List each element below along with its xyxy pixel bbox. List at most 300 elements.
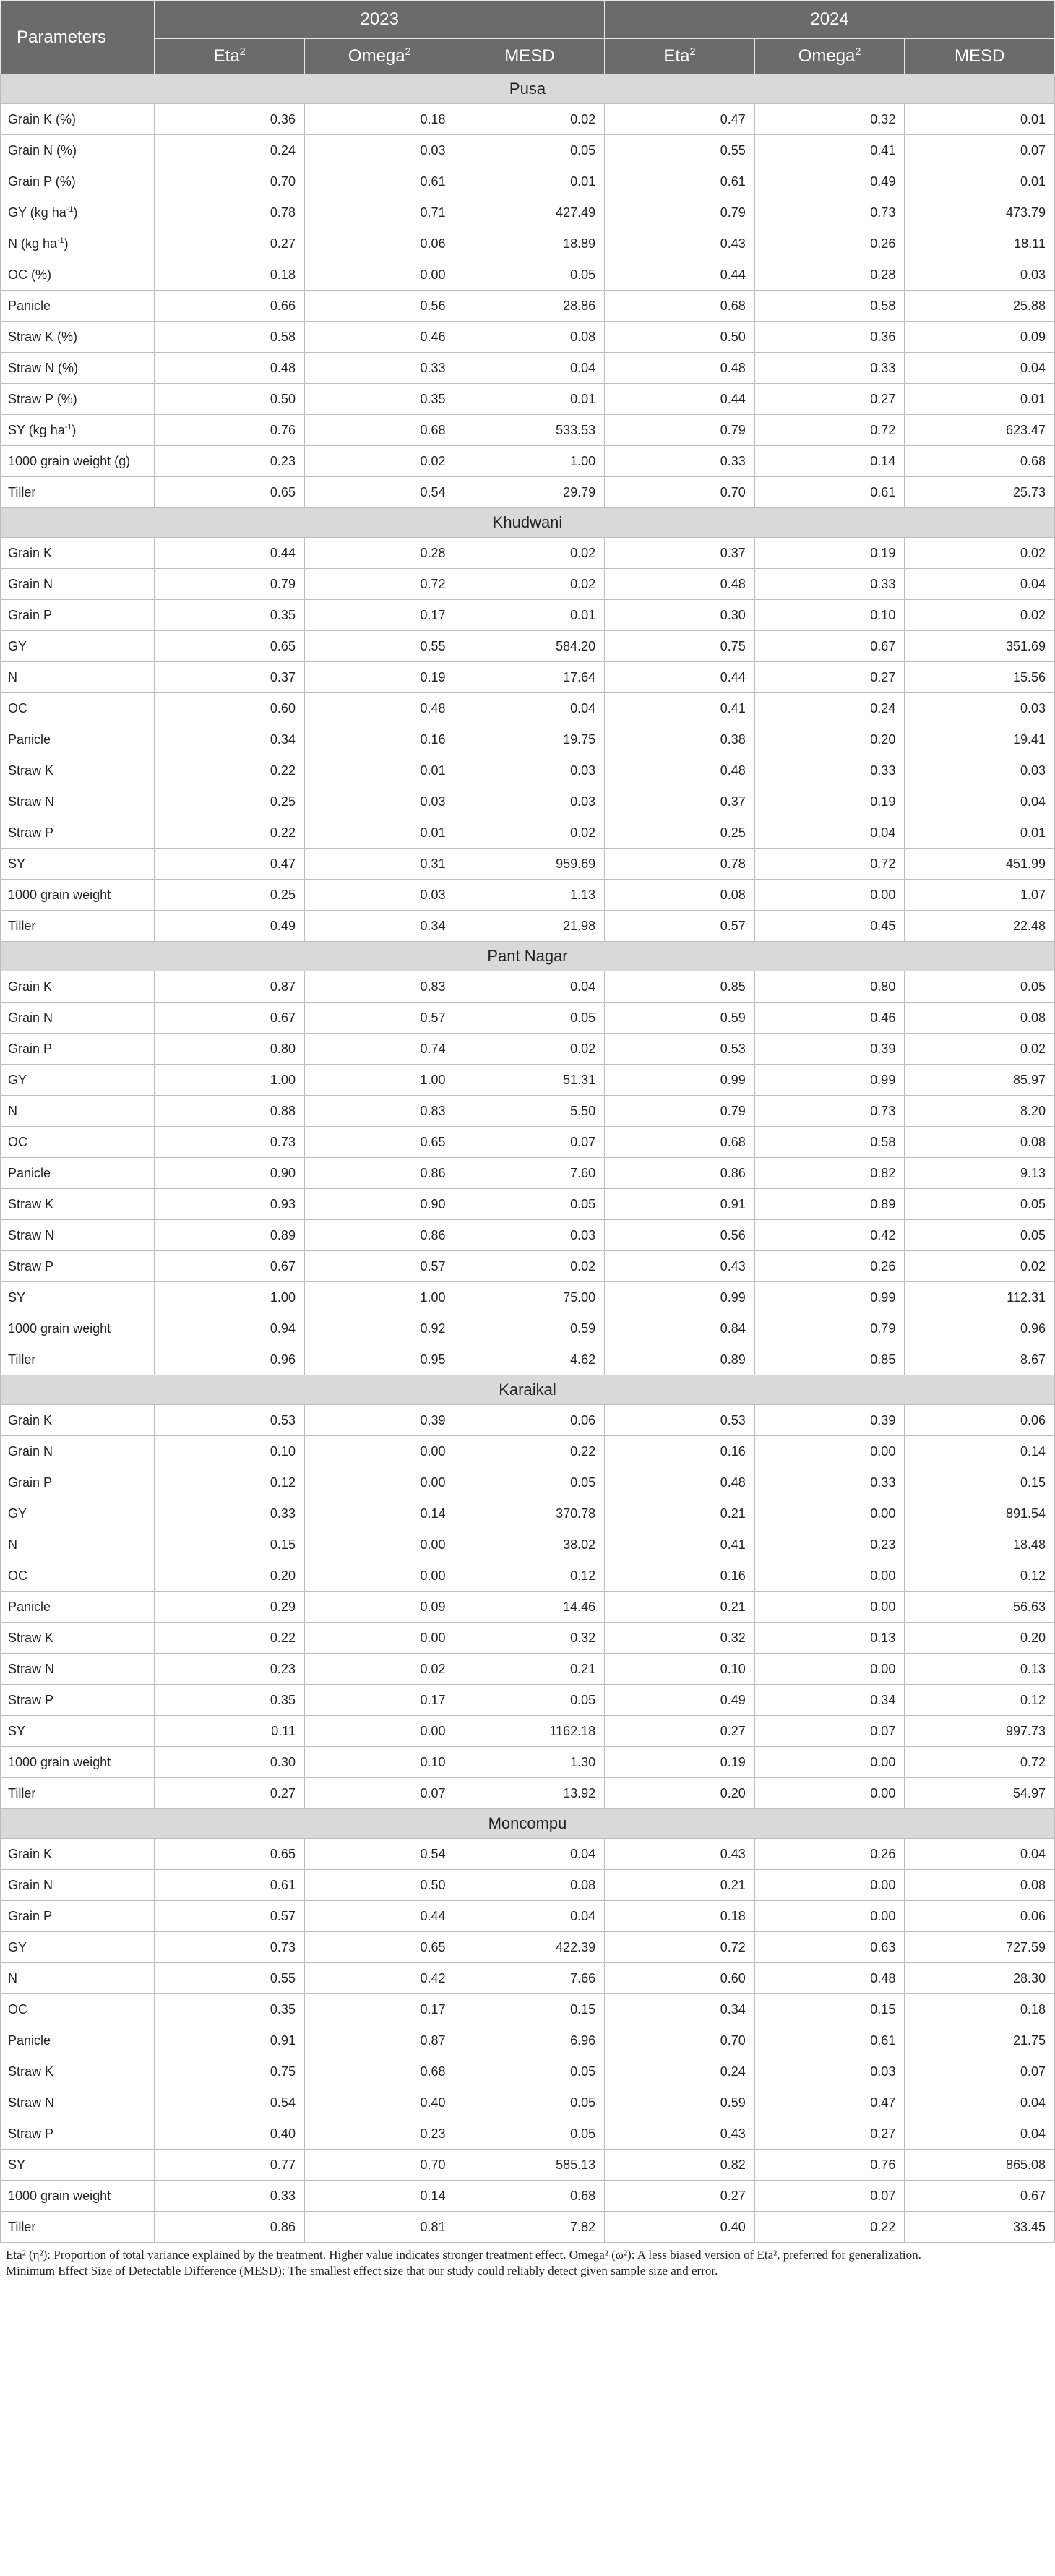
parameter-name: Grain K [1,971,155,1003]
eta-2024-cell: 0.08 [605,880,755,911]
eta-2023-cell: 0.96 [155,1344,305,1375]
year-2024-header: 2024 [605,1,1055,39]
omega-2023-cell: 0.14 [304,1498,455,1529]
omega-2024-cell: 0.26 [754,1839,905,1870]
mesd-2023-cell: 13.92 [455,1778,605,1809]
omega-2023-cell: 1.00 [304,1282,455,1313]
mesd-2024-cell: 18.48 [905,1529,1055,1560]
omega-2024-cell: 0.28 [754,259,905,291]
omega-2023-cell: 0.42 [304,1963,455,1994]
eta-2023-cell: 0.86 [155,2212,305,2243]
table-row [1,1778,1055,1809]
table-row [1,1716,1055,1747]
mesd-2023-cell: 0.03 [455,786,605,817]
mesd-2024-cell: 0.05 [905,971,1055,1003]
table-row [1,1282,1055,1313]
eta-2024-cell: 0.24 [605,2056,755,2087]
mesd-2023-cell: 0.22 [455,1436,605,1467]
table-row [1,1839,1055,1870]
table-row [1,849,1055,880]
eta-2024-cell: 0.86 [605,1158,755,1189]
eta-2023-cell: 0.25 [155,786,305,817]
parameter-name: 1000 grain weight [1,1313,155,1344]
omega-2024-cell: 0.99 [754,1065,905,1096]
eta-2024-cell: 0.33 [605,446,755,477]
omega-2023-cell: 0.46 [304,322,455,353]
mesd-2023-cell: 0.03 [455,755,605,786]
omega-2023-cell: 0.87 [304,2025,455,2056]
eta-2023-cell: 1.00 [155,1065,305,1096]
mesd-2023-cell: 0.02 [455,1034,605,1065]
mesd-2023-cell: 17.64 [455,662,605,693]
omega-2023-cell: 0.39 [304,1405,455,1436]
omega-2023-cell: 0.17 [304,1994,455,2025]
mesd-2023-cell: 0.02 [455,1251,605,1282]
mesd-2023-cell: 19.75 [455,724,605,755]
omega-2024-cell: 0.49 [754,166,905,197]
table-row [1,1251,1055,1282]
omega-2024-cell: 0.00 [754,1870,905,1901]
omega-2024-cell: 0.48 [754,1963,905,1994]
eta-2024-cell: 0.57 [605,911,755,942]
omega-2023-cell: 0.23 [304,2118,455,2150]
parameter-name: Grain N [1,1003,155,1034]
eta-2024-cell: 0.41 [605,1529,755,1560]
mesd-2023-cell: 427.49 [455,197,605,228]
eta-2024-cell: 0.32 [605,1623,755,1654]
mesd-2023-cell: 0.04 [455,693,605,724]
omega-2023-cell: 0.90 [304,1189,455,1220]
parameter-name: Straw K [1,1189,155,1220]
omega-2024-cell: 0.42 [754,1220,905,1251]
omega-2024-cell: 0.45 [754,911,905,942]
parameter-name: N [1,1096,155,1127]
table-row [1,1405,1055,1436]
eta-2024-cell: 0.20 [605,1778,755,1809]
table-row [1,2150,1055,2181]
parameter-name: N [1,1963,155,1994]
table-row [1,1623,1055,1654]
parameter-name: Grain P [1,1034,155,1065]
eta-2023-cell: 0.29 [155,1592,305,1623]
mesd-2024-cell: 0.03 [905,259,1055,291]
table-row [1,291,1055,322]
omega-2024-cell: 0.41 [754,135,905,166]
mesd-2023-cell: 0.05 [455,259,605,291]
omega-2023-cell: 0.19 [304,662,455,693]
eta-2024-cell: 0.79 [605,197,755,228]
omega-2023-cell: 0.95 [304,1344,455,1375]
parameter-name: Grain P [1,1901,155,1932]
omega-2024-cell: 0.00 [754,1747,905,1778]
mesd-2023-cell: 18.89 [455,228,605,259]
eta-2024-cell: 0.59 [605,2087,755,2118]
mesd-2023-cell: 28.86 [455,291,605,322]
mesd-2023-cell: 4.62 [455,1344,605,1375]
parameter-name: Straw N (%) [1,353,155,384]
mesd-2023-cell: 0.06 [455,1405,605,1436]
mesd-2023-cell: 0.05 [455,1467,605,1498]
parameter-name: Tiller [1,1344,155,1375]
omega-2024-cell: 0.00 [754,1901,905,1932]
eta-2023-cell: 0.77 [155,2150,305,2181]
mesd-2023-cell: 0.05 [455,2056,605,2087]
parameter-name: Grain K [1,1839,155,1870]
mesd-2023-cell: 14.46 [455,1592,605,1623]
eta-2023-cell: 0.34 [155,724,305,755]
parameter-name: N [1,1529,155,1560]
table-row [1,1560,1055,1592]
table-row [1,2025,1055,2056]
mesd-2023-cell: 422.39 [455,1932,605,1963]
mesd-2024-cell: 0.13 [905,1654,1055,1685]
eta-2024-cell: 0.50 [605,322,755,353]
eta-2024-cell: 0.61 [605,166,755,197]
parameter-name: GY [1,1498,155,1529]
omega-2024-cell: 0.73 [754,197,905,228]
mesd-2023-cell: 0.08 [455,322,605,353]
omega-2023-cell: 0.07 [304,1778,455,1809]
eta-2024-cell: 0.44 [605,662,755,693]
eta-2023-cell: 0.67 [155,1251,305,1282]
table-row [1,166,1055,197]
omega-2023-cell: 0.17 [304,1685,455,1716]
eta-2024-cell: 0.44 [605,384,755,415]
eta-2023-cell: 0.93 [155,1189,305,1220]
eta-2024-cell: 0.70 [605,2025,755,2056]
mesd-2024-cell: 0.03 [905,693,1055,724]
table-row [1,1313,1055,1344]
parameter-name: Tiller [1,1778,155,1809]
eta-2023-cell: 0.76 [155,415,305,446]
eta-2023-cell: 0.35 [155,1994,305,2025]
eta-2024-cell: 0.21 [605,1498,755,1529]
parameter-name: Grain P (%) [1,166,155,197]
mesd-2024-cell: 0.02 [905,600,1055,631]
parameter-name: Straw N [1,786,155,817]
omega-2023-cell: 0.00 [304,1716,455,1747]
eta-2023-cell: 0.24 [155,135,305,166]
mesd-2024-cell: 0.07 [905,135,1055,166]
omega-2024-cell: 0.27 [754,662,905,693]
mesd-2024-cell: 15.56 [905,662,1055,693]
mesd-2024-cell: 0.04 [905,569,1055,600]
eta-2024-cell: 0.40 [605,2212,755,2243]
table-row [1,1932,1055,1963]
omega-2023-cell: 0.56 [304,291,455,322]
omega-2023-cell: 0.71 [304,197,455,228]
mesd-2024-cell: 0.09 [905,322,1055,353]
omega-2023-cell: 0.44 [304,1901,455,1932]
mesd-2023-cell: 0.05 [455,2118,605,2150]
mesd-2024-cell: 451.99 [905,849,1055,880]
eta-2023-cell: 0.20 [155,1560,305,1592]
parameter-name: Straw P [1,2118,155,2150]
eta-2023-cell: 0.50 [155,384,305,415]
mesd-2024-cell: 997.73 [905,1716,1055,1747]
eta-2024-cell: 0.43 [605,1839,755,1870]
eta-2023-cell: 0.80 [155,1034,305,1065]
mesd-2023-cell: 585.13 [455,2150,605,2181]
omega-2024-cell: 0.33 [754,353,905,384]
table-row [1,1654,1055,1685]
eta-2023-cell: 0.73 [155,1127,305,1158]
parameter-name: Straw P [1,1251,155,1282]
mesd-2024-cell: 0.06 [905,1901,1055,1932]
omega-2023-cell: 0.68 [304,2056,455,2087]
omega-2024-cell: 0.27 [754,384,905,415]
parameter-name: Grain P [1,1467,155,1498]
omega-2024-cell: 0.76 [754,2150,905,2181]
omega-2024-cell: 0.46 [754,1003,905,1034]
table-row [1,1220,1055,1251]
parameter-name: GY (kg $ha^{-1}$) [1,197,155,228]
eta-2024-cell: 0.21 [605,1592,755,1623]
parameter-name: Tiller [1,477,155,508]
mesd-2024-cell: 0.12 [905,1685,1055,1716]
omega-2024-cell: 0.23 [754,1529,905,1560]
mesd-2023-cell: 0.59 [455,1313,605,1344]
eta-2023-cell: 0.58 [155,322,305,353]
eta-2024-cell: 0.43 [605,1251,755,1282]
mesd-2024-cell: 25.73 [905,477,1055,508]
omega-2024-cell: 0.03 [754,2056,905,2087]
table-row [1,2212,1055,2243]
mesd-2023-cell: 0.02 [455,817,605,849]
omega-2023-cell: 0.03 [304,786,455,817]
table-row [1,2181,1055,2212]
mesd-2023-cell: 7.66 [455,1963,605,1994]
omega-2024-cell: 0.00 [754,1592,905,1623]
mesd-2024-cell: 8.67 [905,1344,1055,1375]
eta-2024-cell: 0.59 [605,1003,755,1034]
parameter-name: Straw N [1,1220,155,1251]
omega-2024-cell: 0.33 [754,569,905,600]
mesd-2023-cell: 75.00 [455,1282,605,1313]
table-row [1,971,1055,1003]
mesd-2024-cell: 22.48 [905,911,1055,942]
mesd-2024-cell: 56.63 [905,1592,1055,1623]
eta-2024-cell: 0.27 [605,1716,755,1747]
mesd-2024-cell: 0.08 [905,1003,1055,1034]
table-row [1,1065,1055,1096]
omega-2023-cell: 0.00 [304,1436,455,1467]
mesd-2023-cell: 0.07 [455,1127,605,1158]
mesd-2024-cell: 0.14 [905,1436,1055,1467]
mesd-2023-cell: 584.20 [455,631,605,662]
mesd-2023-cell: 1.30 [455,1747,605,1778]
eta-2024-cell: 0.89 [605,1344,755,1375]
mesd-2024-cell: 891.54 [905,1498,1055,1529]
mesd-2024-cell: 0.05 [905,1220,1055,1251]
omega-2024-cell: 0.19 [754,786,905,817]
omega-2023-cell: 0.57 [304,1003,455,1034]
omega-2024-cell: 0.26 [754,228,905,259]
mesd-2023-cell: 0.05 [455,1003,605,1034]
mesd-2023-cell: 0.03 [455,1220,605,1251]
mesd-2023-cell: 533.53 [455,415,605,446]
omega-2024-cell: 0.33 [754,1467,905,1498]
table-row [1,197,1055,228]
omega-2024-cell: 0.34 [754,1685,905,1716]
mesd-2024-cell: 865.08 [905,2150,1055,2181]
parameter-name: SY [1,849,155,880]
mesd-2024-cell: 33.45 [905,2212,1055,2243]
parameter-name: OC (%) [1,259,155,291]
mesd-2023-cell: 0.02 [455,569,605,600]
eta-2023-cell: 0.22 [155,755,305,786]
parameter-name: GY [1,631,155,662]
omega-2024-cell: 0.07 [754,2181,905,2212]
omega-2024-cell: 0.26 [754,1251,905,1282]
eta-2023-cell: 0.66 [155,291,305,322]
mesd-2024-cell: 351.69 [905,631,1055,662]
mesd-2024-cell: 0.12 [905,1560,1055,1592]
mesd-2023-cell: 7.60 [455,1158,605,1189]
mesd-2023-cell: 0.04 [455,1839,605,1870]
parameter-name: N [1,662,155,693]
eta-2024-cell: 0.60 [605,1963,755,1994]
eta-2024-cell: 0.38 [605,724,755,755]
mesd-2023-cell: 0.12 [455,1560,605,1592]
mesd-2024-cell: 0.04 [905,786,1055,817]
eta-2024-cell: 0.91 [605,1189,755,1220]
eta-2023-cell: 0.88 [155,1096,305,1127]
table-row [1,1127,1055,1158]
table-row [1,1747,1055,1778]
table-row [1,1529,1055,1560]
omega-2024-cell: 0.33 [754,755,905,786]
eta-2023-cell: 0.23 [155,1654,305,1685]
eta-2024-cell: 0.48 [605,1467,755,1498]
section-title: Khudwani [1,508,1055,538]
omega-2024-cell: 0.07 [754,1716,905,1747]
omega-2024-cell: 0.67 [754,631,905,662]
eta-2024-cell: 0.49 [605,1685,755,1716]
omega-2023-cell: 0.86 [304,1158,455,1189]
eta-2023-cell: 0.91 [155,2025,305,2056]
table-row [1,786,1055,817]
eta-2023-cell: 0.61 [155,1870,305,1901]
omega-2023-cell: 0.68 [304,415,455,446]
eta-2023-cell: 0.12 [155,1467,305,1498]
parameter-name: Straw N [1,1654,155,1685]
parameter-name: Panicle [1,1158,155,1189]
mesd-2024-cell: 85.97 [905,1065,1055,1096]
eta-2023-cell: 0.65 [155,631,305,662]
table-row [1,1592,1055,1623]
mesd-2023-cell: 1.00 [455,446,605,477]
parameter-name: OC [1,1994,155,2025]
table-row [1,817,1055,849]
eta-2023-cell: 0.67 [155,1003,305,1034]
omega-2024-cell: 0.19 [754,538,905,569]
mesd-2024-cell: 25.88 [905,291,1055,322]
section-row [1,942,1055,971]
mesd-2024-header: MESD [905,39,1055,74]
table-row [1,135,1055,166]
table-row [1,662,1055,693]
parameter-name: Grain K [1,538,155,569]
omega-2023-cell: 0.61 [304,166,455,197]
omega-2024-cell: 0.39 [754,1405,905,1436]
mesd-2024-cell: 0.08 [905,1127,1055,1158]
omega-2023-cell: 0.02 [304,1654,455,1685]
parameter-name: Grain P [1,600,155,631]
eta-2023-cell: 0.33 [155,1498,305,1529]
mesd-2024-cell: 19.41 [905,724,1055,755]
eta-2024-cell: 0.75 [605,631,755,662]
omega-2023-cell: 0.17 [304,600,455,631]
parameter-name: Panicle [1,2025,155,2056]
omega-2024-cell: 0.00 [754,1436,905,1467]
eta-2023-cell: 0.48 [155,353,305,384]
eta-2024-cell: 0.21 [605,1870,755,1901]
omega-2024-cell: 0.72 [754,849,905,880]
mesd-2024-cell: 0.07 [905,2056,1055,2087]
eta-2024-cell: 0.37 [605,538,755,569]
parameter-name: Straw N [1,2087,155,2118]
mesd-2024-cell: 28.30 [905,1963,1055,1994]
mesd-2024-cell: 0.96 [905,1313,1055,1344]
eta-2023-cell: 0.22 [155,1623,305,1654]
eta-2023-cell: 0.70 [155,166,305,197]
eta-2023-cell: 0.60 [155,693,305,724]
parameter-name: Grain N [1,1436,155,1467]
eta-2023-cell: 0.23 [155,446,305,477]
mesd-2024-cell: 0.01 [905,166,1055,197]
section-title: Pant Nagar [1,942,1055,971]
parameter-name: Straw P [1,817,155,849]
mesd-2023-cell: 0.01 [455,384,605,415]
table-row [1,600,1055,631]
omega-2023-cell: 0.92 [304,1313,455,1344]
table-row [1,1158,1055,1189]
omega-2023-cell: 1.00 [304,1065,455,1096]
eta-2024-cell: 0.56 [605,1220,755,1251]
omega-2023-cell: 0.81 [304,2212,455,2243]
eta-2024-cell: 0.19 [605,1747,755,1778]
eta-2023-cell: 0.65 [155,477,305,508]
omega-2023-cell: 0.00 [304,1560,455,1592]
omega-2024-cell: 0.22 [754,2212,905,2243]
section-row [1,508,1055,538]
omega-2023-cell: 0.06 [304,228,455,259]
eta-2023-cell: 0.75 [155,2056,305,2087]
parameter-name: Straw K [1,755,155,786]
parameter-name: OC [1,693,155,724]
section-title: Pusa [1,74,1055,104]
parameter-name: SY (kg $ha^{-1}$) [1,415,155,446]
omega-2024-cell: 0.58 [754,1127,905,1158]
mesd-2023-cell: 21.98 [455,911,605,942]
mesd-2023-cell: 0.02 [455,104,605,135]
eta-2023-cell: 0.27 [155,1778,305,1809]
parameter-name: SY [1,1282,155,1313]
mesd-2023-cell: 29.79 [455,477,605,508]
mesd-2023-cell: 0.32 [455,1623,605,1654]
omega-2023-cell: 0.03 [304,135,455,166]
eta-2024-cell: 0.30 [605,600,755,631]
parameter-name: Panicle [1,724,155,755]
mesd-2023-cell: 5.50 [455,1096,605,1127]
mesd-2023-cell: 0.02 [455,538,605,569]
mesd-2024-cell: 0.01 [905,384,1055,415]
eta-2024-cell: 0.79 [605,415,755,446]
eta-2023-cell: 0.35 [155,600,305,631]
mesd-2023-cell: 6.96 [455,2025,605,2056]
omega-2024-cell: 0.00 [754,1560,905,1592]
